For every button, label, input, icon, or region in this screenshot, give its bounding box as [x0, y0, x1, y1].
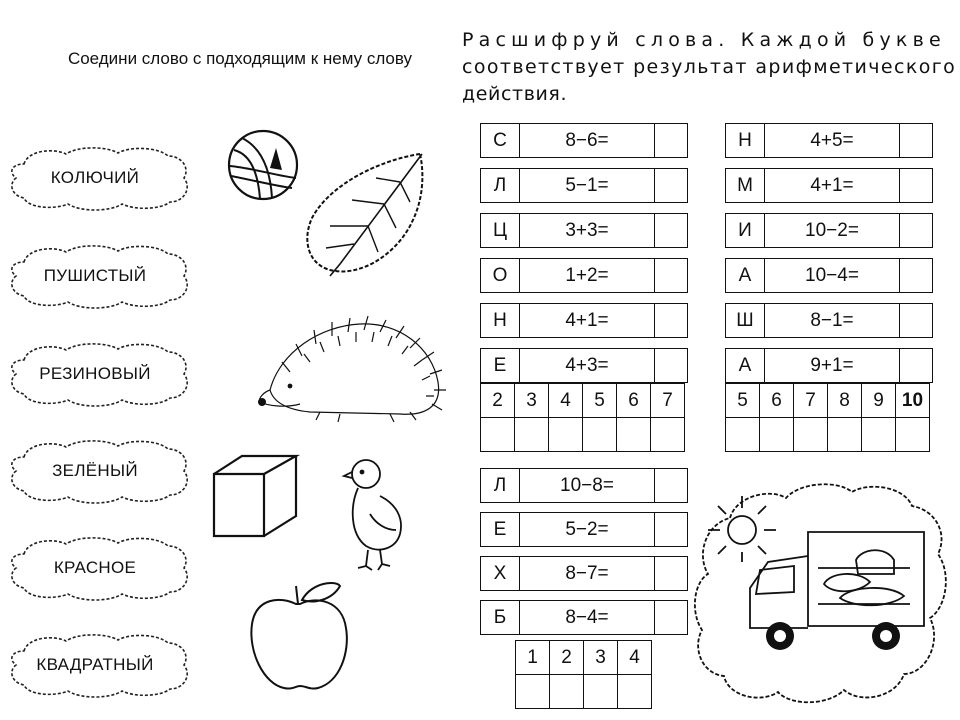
task1-expr: 1+2= — [520, 259, 655, 293]
task1-row — [481, 259, 688, 293]
task1-letter: О — [481, 259, 520, 293]
task3-letter: Л — [481, 469, 520, 503]
task2-letter: А — [726, 349, 765, 383]
task1-row — [481, 349, 688, 383]
cube-icon[interactable] — [208, 452, 304, 542]
task1-code-number: 5 — [583, 384, 617, 418]
task1-expr: 4+1= — [520, 304, 655, 338]
task1-answer-cell[interactable] — [655, 124, 688, 158]
task3-row — [481, 513, 688, 547]
task1-code-answer-cell[interactable] — [583, 418, 617, 452]
task1-expr: 4+3= — [520, 349, 655, 383]
task2-expr: 10−4= — [765, 259, 900, 293]
task2-row — [726, 304, 933, 338]
task2-row — [726, 124, 933, 158]
task2-code-answer-cell[interactable] — [896, 418, 930, 452]
task2-expr: 8−1= — [765, 304, 900, 338]
word-cloud-2[interactable] — [6, 242, 196, 312]
task2-row — [726, 214, 933, 248]
task3-letter: Х — [481, 557, 520, 591]
task2-letter: А — [726, 259, 765, 293]
task1-row — [481, 169, 688, 203]
task3-code-answer-cell[interactable] — [516, 675, 550, 709]
task2-answer-cell[interactable] — [900, 214, 933, 248]
task1-code-answer-cell[interactable] — [651, 418, 685, 452]
task1-row — [481, 304, 688, 338]
task2-expr: 9+1= — [765, 349, 900, 383]
task3-row — [481, 601, 688, 635]
task1-code-answer-cell[interactable] — [515, 418, 549, 452]
task2-code-number: 5 — [726, 384, 760, 418]
task2-table — [725, 123, 933, 383]
task3-code-answer-cell[interactable] — [618, 675, 652, 709]
word-1: КОЛЮЧИЙ — [50, 168, 140, 187]
task1-row — [481, 124, 688, 158]
task1-answer-cell[interactable] — [655, 259, 688, 293]
task2-row — [726, 169, 933, 203]
task3-answer-cell[interactable] — [655, 601, 688, 635]
task3-expr: 5−2= — [520, 513, 655, 547]
task3-code-number: 4 — [618, 641, 652, 675]
task2-code-answer-cell[interactable] — [862, 418, 896, 452]
task1-letter: Л — [481, 169, 520, 203]
title-line-2: соответствует результат арифметического — [462, 56, 957, 78]
task3-expr: 10−8= — [520, 469, 655, 503]
task1-row — [481, 214, 688, 248]
ball-icon[interactable] — [222, 128, 304, 204]
task1-code-answer-cell[interactable] — [617, 418, 651, 452]
word-cloud-1[interactable] — [6, 144, 196, 214]
task3-table — [480, 468, 688, 635]
bread-truck-icon — [690, 478, 956, 710]
task1-letter: Е — [481, 349, 520, 383]
word-3: РЕЗИНОВЫЙ — [39, 364, 151, 383]
task1-expr: 8−6= — [520, 124, 655, 158]
task2-code-answer-cell[interactable] — [760, 418, 794, 452]
task1-code-number: 4 — [549, 384, 583, 418]
word-cloud-5[interactable] — [6, 534, 196, 604]
task2-letter: Ш — [726, 304, 765, 338]
task2-code-answer-cell[interactable] — [794, 418, 828, 452]
task2-code-number: 10 — [896, 384, 930, 418]
word-5: КРАСНОЕ — [53, 558, 137, 577]
task3-expr: 8−7= — [520, 557, 655, 591]
task1-code-answer-cell[interactable] — [549, 418, 583, 452]
task2-answer-cell[interactable] — [900, 259, 933, 293]
task2-code-answer-cell[interactable] — [828, 418, 862, 452]
right-task-title — [462, 27, 957, 108]
task1-letter: Ц — [481, 214, 520, 248]
task2-answer-cell[interactable] — [900, 124, 933, 158]
task3-letter: Б — [481, 601, 520, 635]
task3-code-number: 3 — [584, 641, 618, 675]
task1-code-number: 3 — [515, 384, 549, 418]
task3-code-table — [515, 640, 652, 709]
word-2: ПУШИСТЫЙ — [43, 266, 147, 285]
task2-letter: М — [726, 169, 765, 203]
task3-row — [481, 469, 688, 503]
task3-answer-cell[interactable] — [655, 557, 688, 591]
task1-code-number: 2 — [481, 384, 515, 418]
title-line-1: Расшифруй слова. Каждой букве — [462, 29, 946, 51]
task2-expr: 4+5= — [765, 124, 900, 158]
task3-code-answer-cell[interactable] — [550, 675, 584, 709]
task1-answer-cell[interactable] — [655, 214, 688, 248]
task1-code-answer-cell[interactable] — [481, 418, 515, 452]
word-4: ЗЕЛЁНЫЙ — [52, 461, 138, 480]
task1-answer-cell[interactable] — [655, 169, 688, 203]
task2-answer-cell[interactable] — [900, 304, 933, 338]
task2-expr: 4+1= — [765, 169, 900, 203]
task1-answer-cell[interactable] — [655, 349, 688, 383]
leaf-icon[interactable] — [300, 148, 440, 280]
task1-code-number: 7 — [651, 384, 685, 418]
left-task-title: Соедини слово с подходящим к нему слову — [67, 49, 413, 68]
task2-code-answer-cell[interactable] — [726, 418, 760, 452]
task2-code-number: 6 — [760, 384, 794, 418]
word-cloud-3[interactable] — [6, 340, 196, 410]
task2-code-number: 8 — [828, 384, 862, 418]
task2-answer-cell[interactable] — [900, 349, 933, 383]
task2-code-number: 9 — [862, 384, 896, 418]
word-cloud-6[interactable] — [6, 631, 196, 701]
apple-icon[interactable] — [244, 576, 356, 696]
task1-table — [480, 123, 688, 383]
task2-letter: И — [726, 214, 765, 248]
task3-code-number: 2 — [550, 641, 584, 675]
task1-code-number: 6 — [617, 384, 651, 418]
task2-expr: 10−2= — [765, 214, 900, 248]
task3-row — [481, 557, 688, 591]
task2-answer-cell[interactable] — [900, 169, 933, 203]
task3-letter: Е — [481, 513, 520, 547]
task3-answer-cell[interactable] — [655, 513, 688, 547]
task1-letter: Н — [481, 304, 520, 338]
task1-expr: 5−1= — [520, 169, 655, 203]
word-cloud-4[interactable] — [6, 437, 196, 507]
title-line-3: действия. — [462, 83, 568, 105]
task2-letter: Н — [726, 124, 765, 158]
task2-row — [726, 349, 933, 383]
task3-code-answer-cell[interactable] — [584, 675, 618, 709]
task2-code-table — [725, 383, 930, 452]
hedgehog-icon[interactable] — [250, 312, 450, 432]
task3-code-number: 1 — [516, 641, 550, 675]
task1-letter: С — [481, 124, 520, 158]
task3-answer-cell[interactable] — [655, 469, 688, 503]
task3-expr: 8−4= — [520, 601, 655, 635]
task2-code-number: 7 — [794, 384, 828, 418]
task1-expr: 3+3= — [520, 214, 655, 248]
task1-code-table — [480, 383, 685, 452]
chick-icon[interactable] — [340, 454, 412, 572]
task1-answer-cell[interactable] — [655, 304, 688, 338]
task2-row — [726, 259, 933, 293]
word-6: КВАДРАТНЫЙ — [36, 655, 154, 674]
